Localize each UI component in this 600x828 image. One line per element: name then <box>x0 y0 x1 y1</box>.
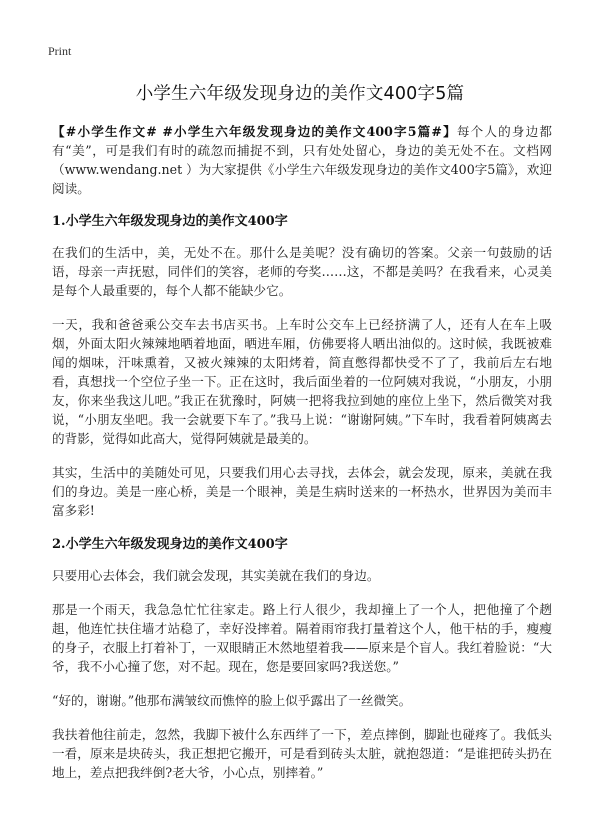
section-heading-1: 1.小学生六年级发现身边的美作文400字 <box>52 214 288 229</box>
paragraph: 在我们的生活中，美，无处不在。那什么是美呢？没有确切的答案。父亲一句鼓励的话语，母亲一声抚慰，同伴们的笑容，老师的夸奖……这，不都是美吗？在我看来，心灵美是每个人最重要的，每个人都不能缺少它。 <box>52 245 552 298</box>
print-label: Print <box>48 44 72 58</box>
intro-tags: 【#小学生作文# #小学生六年级发现身边的美作文400字5篇#】 <box>52 124 457 139</box>
article-body <box>52 122 552 782</box>
paragraph: 那是一个雨天，我急急忙忙往家走。路上行人很少，我却撞上了一个人，把他撞了个趔趄，他连忙扶住墙才站稳了，幸好没摔着。隔着雨帘我打量着这个人，他干枯的手，瘦瘦的身子，衣服上打着补丁，一双眼睛正木然地望着我——原来是个盲人。我红着脸说：“大爷，我不小心撞了您，对不起。现在，您是要回家吗?我送您。” <box>52 602 552 674</box>
page-title: 小学生六年级发现身边的美作文400字5篇 <box>135 84 465 104</box>
paragraph: 其实，生活中的美随处可见，只要我们用心去寻找，去体会，就会发现，原来，美就在我们的身边。美是一座心桥，美是一个眼神，美是生病时送来的一杯热水，世界因为美而丰富多彩! <box>52 465 552 518</box>
paragraph: 只要用心去体会，我们就会发现，其实美就在我们的身边。 <box>52 568 380 583</box>
paragraph: 一天，我和爸爸乘公交车去书店买书。上车时公交车上已经挤满了人，还有人在车上吸烟，外面太阳火辣辣地晒着地面，晒进车厢，仿佛要将人晒出油似的。这时候，我既被难闻的烟味，汗味熏着，又被火辣辣的太阳烤着，简直憋得都快受不了了，我前后左右地看，真想找一个空位子坐一下。正在这时，我后面坐着的一位阿姨对我说，“小朋友，小朋友，你来坐我这儿吧。”我正在犹豫时，阿姨一把将我拉到她的座位上坐下，然后微笑对我说，“小朋友坐吧。我一会就要下车了。”我马上说：“谢谢阿姨。”下车时，我看着阿姨离去的背影，觉得如此高大，觉得阿姨就是最美的。 <box>52 317 552 446</box>
intro-text: 每个人的身边都有“美”，可是我们有时的疏忽而捕捉不到，只有处处留心，身边的美无处不在。文档网（www.wendang.net ）为大家提供《小学生六年级发现身边的美作文400字5篇》，欢迎阅读。 <box>52 124 552 196</box>
section-heading-2: 2.小学生六年级发现身边的美作文400字 <box>52 537 288 552</box>
paragraph: 我扶着他往前走，忽然，我脚下被什么东西绊了一下，差点摔倒，脚趾也碰疼了。我低头一看，原来是块砖头，我正想把它搬开，可是看到砖头太脏，就抱怨道：“是谁把砖头扔在地上，差点把我绊倒?老大爷，小心点，别摔着。” <box>52 727 552 780</box>
intro-paragraph <box>52 122 552 198</box>
paragraph: “好的，谢谢。”他那布满皱纹而憔悴的脸上似乎露出了一丝微笑。 <box>52 693 412 708</box>
